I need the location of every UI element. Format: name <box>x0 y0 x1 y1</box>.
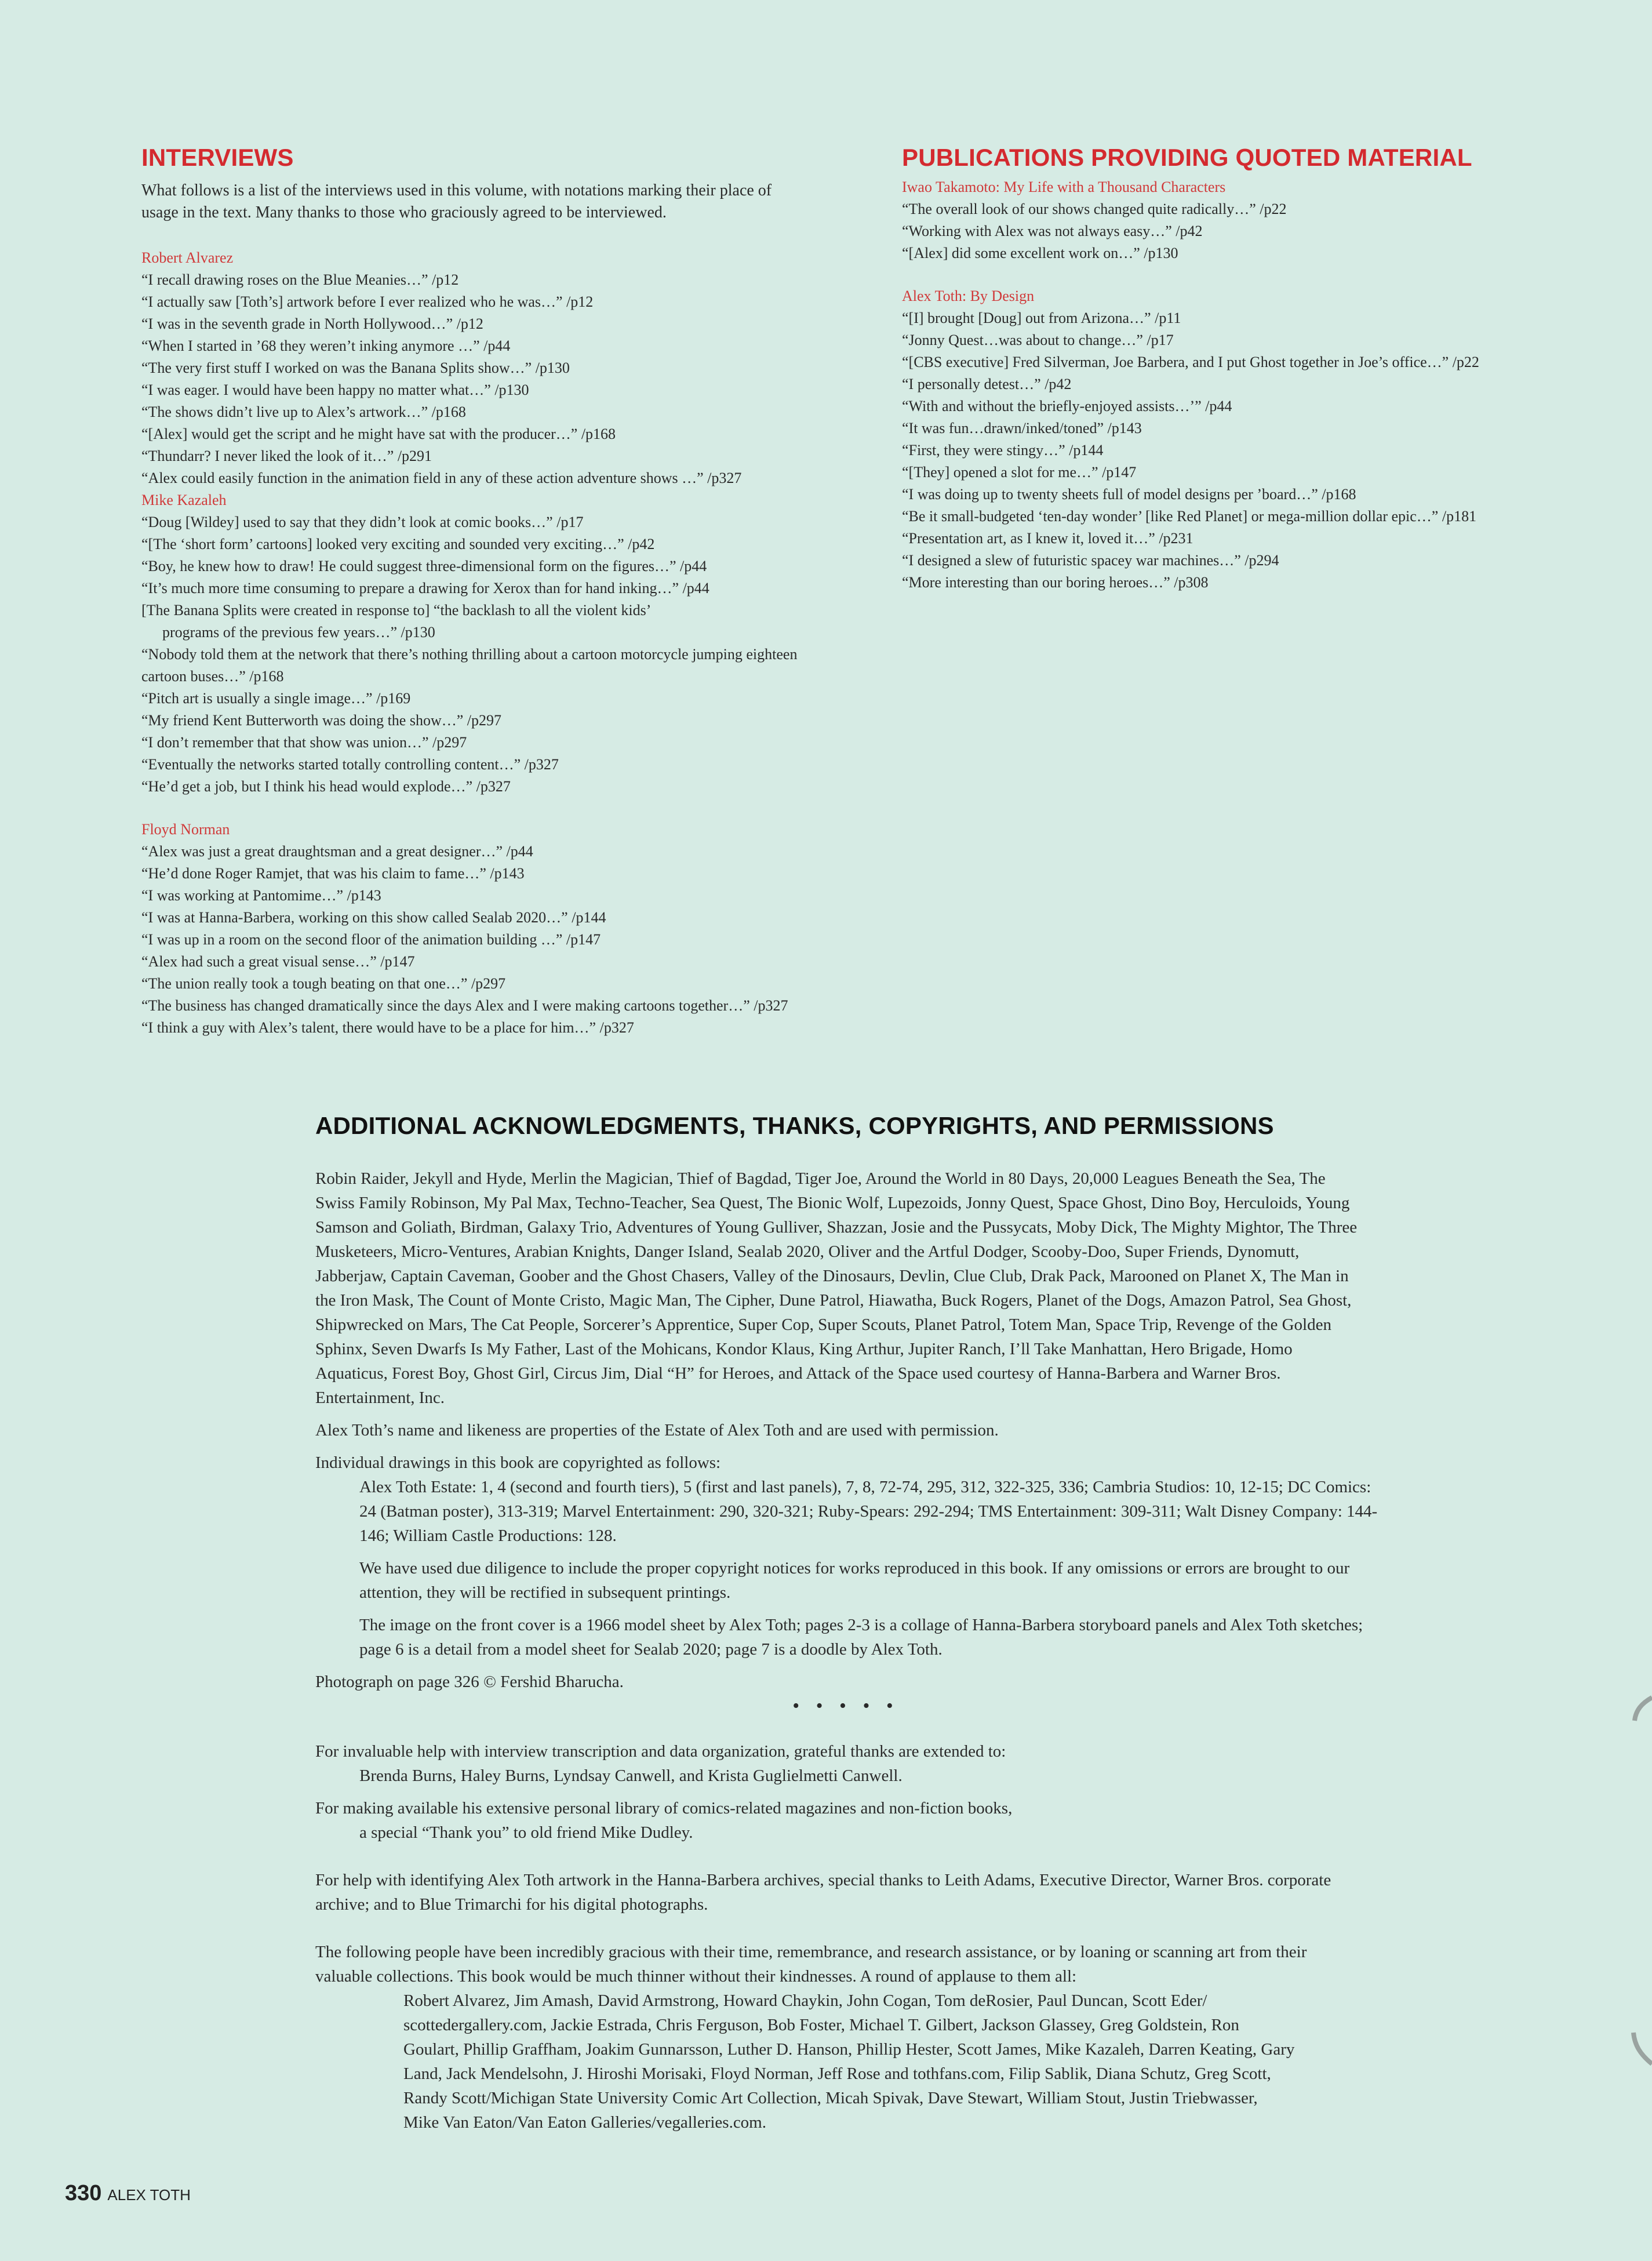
quote-line: “I don’t remember that that show was union…” /p297 <box>141 734 467 751</box>
photo-credit: Photograph on page 326 © Fershid Bharucha. <box>315 1673 624 1691</box>
quote-line: “Alex had such a great visual sense…” /p147 <box>141 953 415 970</box>
quote-line: “The very first stuff I worked on was the Banana Splits show…” /p130 <box>141 359 570 376</box>
quote-line: “It’s much more time consuming to prepare a drawing for Xerox than for hand inking…” /p44 <box>141 580 709 597</box>
publication-title: Iwao Takamoto: My Life with a Thousand Characters <box>902 179 1226 195</box>
drawings-intro: Individual drawings in this book are copyrighted as follows: <box>315 1453 721 1472</box>
quote-line: “I was up in a room on the second floor of the animation building …” /p147 <box>141 931 601 948</box>
page-number: 330 <box>65 2181 102 2205</box>
library-names: a special “Thank you” to old friend Mike Dudley. <box>359 1823 693 1842</box>
quote-line: “With and without the briefly-enjoyed assists…’” /p44 <box>902 398 1232 415</box>
quote-line: “Doug [Wildey] used to say that they didn’t look at comic books…” /p17 <box>141 514 584 530</box>
section-separator: • • • • • <box>792 1695 899 1717</box>
quote-line: “I actually saw [Toth’s] artwork before I ever realized who he was…” /p12 <box>141 293 594 310</box>
quote-line: “I was working at Pantomime…” /p143 <box>141 887 381 904</box>
publication-title: Alex Toth: By Design <box>902 288 1035 304</box>
quote-line: “I recall drawing roses on the Blue Meanies…” /p12 <box>141 271 459 288</box>
quote-line: “[They] opened a slot for me…” /p147 <box>902 464 1137 481</box>
interviews-intro: What follows is a list of the interviews used in this volume, with notations marking their place of usage in the text. Many thanks to those who graciously agreed to be interviewed. <box>141 181 772 221</box>
acknowledgments-heading: ADDITIONAL ACKNOWLEDGMENTS, THANKS, COPYRIGHTS, AND PERMISSIONS <box>315 1112 1274 1139</box>
quote-line: “[Alex] did some excellent work on…” /p130 <box>902 245 1178 261</box>
quote-line: “[Alex] would get the script and he might have sat with the producer…” /p168 <box>141 426 616 442</box>
interviews-section <box>141 144 854 1039</box>
quote-line: “I was at Hanna-Barbera, working on this show called Sealab 2020…” /p144 <box>141 909 606 926</box>
quote-line: “I was in the seventh grade in North Hollywood…” /p12 <box>141 315 483 332</box>
quote-line: “He’d get a job, but I think his head would explode…” /p327 <box>141 778 511 795</box>
page-footer <box>65 2181 191 2206</box>
quote-line: “I personally detest…” /p42 <box>902 376 1072 392</box>
transcription-names: Brenda Burns, Haley Burns, Lyndsay Canwell, and Krista Guglielmetti Canwell. <box>359 1766 903 1785</box>
quote-line: “It was fun…drawn/inked/toned” /p143 <box>902 420 1142 437</box>
quote-line: “Boy, he knew how to draw! He could suggest three-dimensional form on the figures…” /p44 <box>141 558 707 575</box>
publications-heading: PUBLICATIONS PROVIDING QUOTED MATERIAL <box>902 144 1472 171</box>
quote-line: “Nobody told them at the network that there’s nothing thrilling about a cartoon motorcycle jumping eighteen cartoon buses…” /p168 <box>141 646 798 685</box>
quote-line: “First, they were stingy…” /p144 <box>902 442 1104 459</box>
quote-line: “I was eager. I would have been happy no matter what…” /p130 <box>141 381 529 398</box>
quote-line: “The overall look of our shows changed quite radically…” /p22 <box>902 201 1287 217</box>
titles-paragraph: Robin Raider, Jekyll and Hyde, Merlin the Magician, Thief of Bagdad, Tiger Joe, Around the World in 80 Days, 20,000 Leagues Beneath the Sea, The Swiss Family Robinson, My Pal Max, Techno-Teacher, Sea Quest, The Bionic Wolf, Lupezoids, Jonny Quest, Space Ghost, Dino Boy, Herculoids, Young Samson and Goliath, Birdman, Galaxy Trio, Adventures of Young Gulliver, Shazzan, Josie and the Pussycats, Moby Dick, The Mighty Mightor, The Three Musketeers, Micro-Ventures, Arabian Knights, Danger Island, Sealab 2020, Oliver and the Artful Dodger, Scooby-Doo, Super Friends, Dynomutt, Jabberjaw, Captain Caveman, Goober and the Ghost Chasers, Valley of the Dinosaurs, Devlin, Clue Club, Drak Pack, Marooned on Planet X, The Man in the Iron Mask, The Count of Monte Cristo, Magic Man, The Cipher, Dune Patrol, Hiawatha, Buck Rogers, Planet of the Dogs, Amazon Patrol, Sea Ghost, Shipwrecked on Mars, The Cat People, Sorcerer’s Apprentice, Super Cop, Super Scouts, Planet Patrol, Totem Man, Space Trip, Revenge of the Golden Sphinx, Seven Dwarfs Is My Father, Last of the Mohicans, Kondor Klaus, King Arthur, Jupiter Ranch, I’ll Take Manhattan, Hero Brigade, Homo Aquaticus, Forest Boy, Ghost Girl, Circus Jim, Dial “H” for Heroes, and Attack of the Space used courtesy of Hanna-Barbera and Warner Bros. Entertainment, Inc. <box>315 1169 1358 1407</box>
interviewee-name: Mike Kazaleh <box>141 492 227 508</box>
transcription-intro: For invaluable help with interview transcription and data organization, grateful thanks are extended to: <box>315 1742 1006 1761</box>
quote-line: “More interesting than our boring heroes…” /p308 <box>902 574 1209 591</box>
quote-line: “Working with Alex was not always easy…” /p42 <box>902 223 1203 239</box>
archive-paragraph: For help with identifying Alex Toth artwork in the Hanna-Barbera archives, special thanks to Leith Adams, Executive Director, Warner Bros. corporate archive; and to Blue Trimarchi for his digital photographs. <box>315 1871 1331 1914</box>
quote-line: “[I] brought [Doug] out from Arizona…” /p11 <box>902 310 1181 326</box>
page-edge-mark-icon <box>1629 1693 1652 1733</box>
gracious-names: Robert Alvarez, Jim Amash, David Armstrong, Howard Chaykin, John Cogan, Tom deRosier, Paul Duncan, Scott Eder/ scottedergallery.com, Jackie Estrada, Chris Ferguson, Bob Foster, Michael T. Gilbert, Jackson Glassey, Greg Goldstein, Ron Goulart, Phillip Graffham, Joakim Gunnarsson, Luther D. Hanson, Phillip Hester, Scott James, Mike Kazaleh, Darren Keating, Gary Land, Jack Mendelsohn, J. Hiroshi Morisaki, Floyd Norman, Jeff Rose and tothfans.com, Filip Sablik, Diana Schutz, Greg Scott, Randy Scott/Michigan State University Comic Art Collection, Micah Spivak, Dave Stewart, William Stout, Justin Triebwasser, Mike Van Eaton/Van Eaton Galleries/vegalleries.com. <box>403 1991 1295 2132</box>
diligence-paragraph: We have used due diligence to include the proper copyright notices for works reproduced in this book. If any omissions or errors are brought to our attention, they will be rectified in subsequent printings. <box>359 1559 1350 1602</box>
likeness-paragraph: Alex Toth’s name and likeness are properties of the Estate of Alex Toth and are used with permission. <box>315 1421 999 1440</box>
drawings-list: Alex Toth Estate: 1, 4 (second and fourth tiers), 5 (first and last panels), 7, 8, 72-74, 295, 312, 322-325, 336; Cambria Studios: 10, 12-15; DC Comics: 24 (Batman poster), 313-319; Marvel Entertainment: 290, 320-321; Ruby-Spears: 292-294; TMS Entertainment: 309-311; Walt Disney Company: 144-146; William Castle Productions: 128. <box>359 1478 1378 1545</box>
quote-line: “The business has changed dramatically since the days Alex and I were making cartoons together…” /p327 <box>141 997 788 1014</box>
quote-line: “I designed a slew of futuristic spacey war machines…” /p294 <box>902 552 1279 569</box>
quote-line: “Pitch art is usually a single image…” /p169 <box>141 690 411 707</box>
quote-line: [The Banana Splits were created in response to] “the backlash to all the violent kids’ <box>141 602 652 619</box>
quote-line: “Be it small-budgeted ‘ten-day wonder’ [like Red Planet] or mega-million dollar epic…” /p181 <box>902 508 1477 525</box>
quote-line: “Alex was just a great draughtsman and a great designer…” /p44 <box>141 843 533 860</box>
quote-line: programs of the previous few years…” /p130 <box>162 624 435 641</box>
quote-line: “The shows didn’t live up to Alex’s artwork…” /p168 <box>141 404 466 420</box>
quote-line: “My friend Kent Butterworth was doing the show…” /p297 <box>141 712 502 729</box>
cover-paragraph: The image on the front cover is a 1966 model sheet by Alex Toth; pages 2-3 is a collage of Hanna-Barbera storyboard panels and Alex Toth sketches; page 6 is a detail from a model sheet for Sealab 2020; page 7 is a doodle by Alex Toth. <box>359 1616 1363 1659</box>
quote-line: “Thundarr? I never liked the look of it…” /p291 <box>141 448 432 464</box>
quote-line: “Alex could easily function in the animation field in any of these action adventure shows …” /p327 <box>141 470 742 486</box>
quote-line: “Presentation art, as I knew it, loved it…” /p231 <box>902 530 1193 547</box>
quote-line: “He’d done Roger Ramjet, that was his claim to fame…” /p143 <box>141 865 525 882</box>
book-title: ALEX TOTH <box>107 2186 191 2204</box>
interviewee-name: Robert Alvarez <box>141 249 234 266</box>
interviews-heading: INTERVIEWS <box>141 144 294 171</box>
quote-line: “[The ‘short form’ cartoons] looked very exciting and sounded very exciting…” /p42 <box>141 536 655 552</box>
quote-line: “The union really took a tough beating on that one…” /p297 <box>141 975 506 992</box>
publications-section <box>902 144 1598 594</box>
page-edge-mark-icon <box>1629 2029 1652 2070</box>
quote-line: “I think a guy with Alex’s talent, there would have to be a place for him…” /p327 <box>141 1019 634 1036</box>
quote-line: “When I started in ’68 they weren’t inking anymore …” /p44 <box>141 337 511 354</box>
quote-line: “Eventually the networks started totally controlling content…” /p327 <box>141 756 559 773</box>
quote-line: “I was doing up to twenty sheets full of model designs per ’board…” /p168 <box>902 486 1356 503</box>
acknowledgments-section <box>315 1112 1376 2135</box>
quote-line: “Jonny Quest…was about to change…” /p17 <box>902 332 1174 348</box>
interviewee-name: Floyd Norman <box>141 821 230 838</box>
library-intro: For making available his extensive personal library of comics-related magazines and non-fiction books, <box>315 1799 1013 1817</box>
gracious-intro: The following people have been incredibly gracious with their time, remembrance, and research assistance, or by loaning or scanning art from their valuable collections. This book would be much thinner without their kindnesses. A round of applause to them all: <box>315 1943 1307 1986</box>
quote-line: “[CBS executive] Fred Silverman, Joe Barbera, and I put Ghost together in Joe’s office…” /p22 <box>902 354 1479 370</box>
